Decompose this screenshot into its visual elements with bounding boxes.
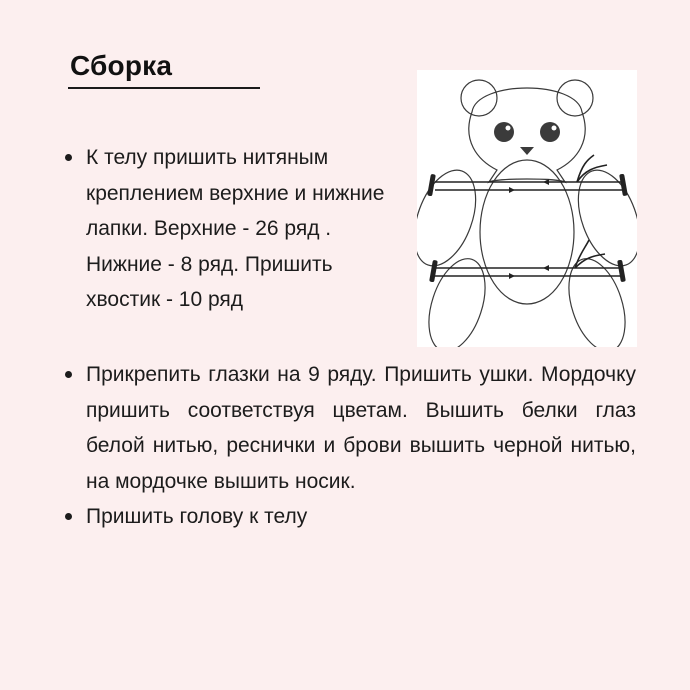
instruction-list-2 (62, 357, 636, 535)
bear-assembly-figure (417, 70, 637, 347)
title-underline (68, 87, 260, 89)
list-item-text: К телу пришить нитяным креплением верхние и нижние лапки. Верхние - 26 ряд . Нижние - 8 ряд. Пришить хвостик - 10 ряд (86, 146, 385, 311)
bullet-icon (65, 371, 72, 378)
page-title: Сборка (70, 50, 173, 81)
list-item (62, 357, 636, 499)
instruction-list-1 (62, 140, 402, 318)
bullet-icon (65, 513, 72, 520)
bear-diagram-icon (417, 70, 637, 347)
list-item (62, 140, 402, 318)
list-item-text: Пришить голову к телу (86, 505, 308, 528)
list-item-text: Прикрепить глазки на 9 ряду. Пришить ушки. Мордочку пришить соответствуя цветам. Вышить белки глаз белой нитью, реснички и брови вышить черной нитью, на мордочке вышить носик. (86, 363, 636, 493)
bullet-icon (65, 154, 72, 161)
list-item (62, 499, 636, 535)
